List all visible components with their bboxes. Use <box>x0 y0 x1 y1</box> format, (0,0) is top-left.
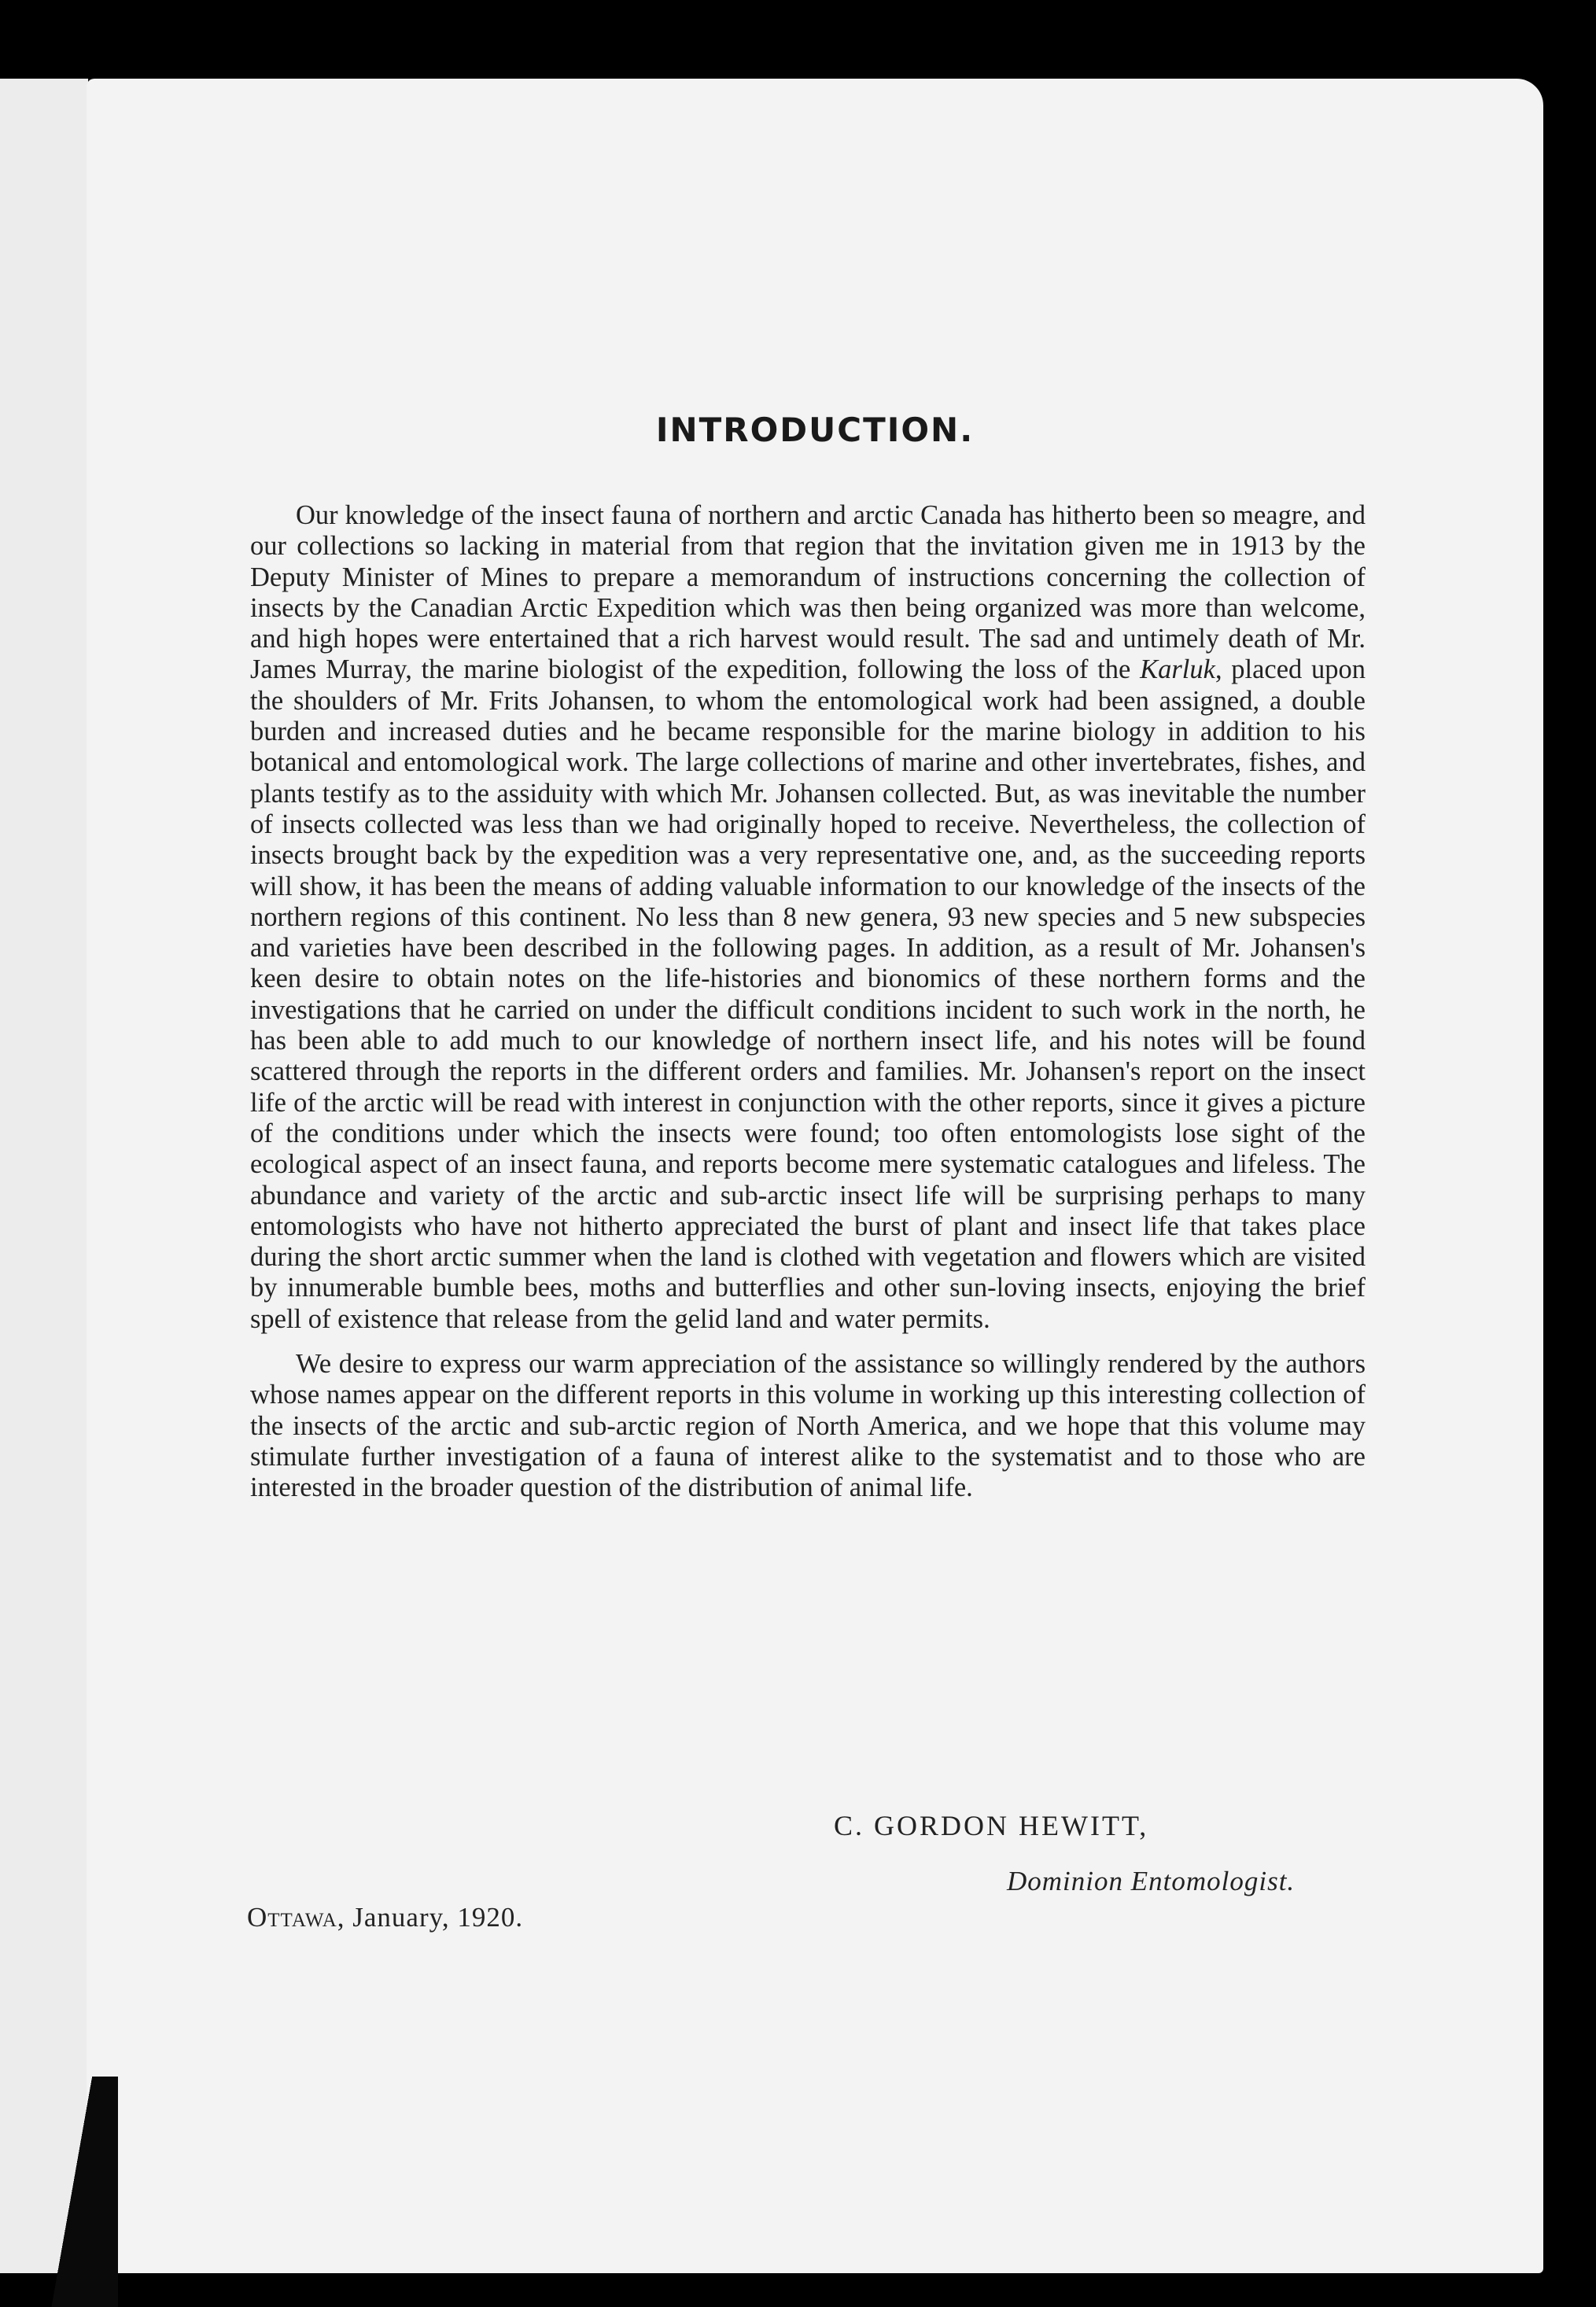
signature-title: Dominion Entomologist. <box>1007 1866 1296 1896</box>
paragraph-2: We desire to express our warm appreciation of the assistance so willingly rendered by the authors whose names appear on the different reports in this volume in working up this interesting collection of the insects of the arctic and sub-arctic region of North America, and we hope that this volume may stimulate further investigation of a fauna of interest alike to the systematist and to those who are interested in the broader question of the distribution of animal life. <box>250 1349 1366 1503</box>
body-text <box>250 500 1366 1504</box>
paragraph-1-text-before: Our knowledge of the insect fauna of northern and arctic Canada has hitherto been so meagre, and our collections so lacking in material from that region that the invitation given me in 1913 by the Deputy Minister of Mines to prepare a memorandum of instructions concerning the collection of insects by the Canadian Arctic Expedition which was then being organized was more than welcome, and high hopes were entertained that a rich harvest would result. The sad and untimely death of Mr. James Murray, the marine biologist of the expedition, following the loss of the <box>250 500 1366 685</box>
binding-shadow <box>47 2077 118 2307</box>
place-name: Ottawa <box>247 1902 337 1933</box>
date-text: , January, 1920. <box>337 1902 524 1933</box>
ship-name-italic: Karluk <box>1140 654 1215 685</box>
paragraph-1-text-after: , placed upon the shoulders of Mr. Frits Johansen, to whom the entomological work had been assigned, a double burden and increased duties and he became responsible for the marine biology in addition to his botanical and entomological work. The large collections of marine and other invertebrates, fishes, and plants testify as to the assiduity with which Mr. Johansen collected. But, as was inevitable the number of insects collected was less than we had originally hoped to receive. Nevertheless, the collection of insects brought back by the expedition was a very representative one, and, as the succeeding reports will show, it has been the means of adding valuable information to our knowledge of the insects of the northern regions of this continent. No less than 8 new genera, 93 new species and 5 new subspecies and varieties have been described in the following pages. In addition, as a result of Mr. Johansen's keen desire to obtain notes on the life-histories and bionomics of these northern forms and the investigations that he carried on under the difficult conditions incident to such work in the north, he has been able to add much to our knowledge of northern insect life, and his notes will be found scattered through the reports in the different orders and families. Mr. Johansen's report on the insect life of the arctic will be read with interest in conjunction with the other reports, since it gives a picture of the conditions under which the insects were found; too often entomologists lose sight of the ecological aspect of an insect fauna, and reports become mere systematic catalogues and lifeless. The abundance and variety of the arctic and sub-arctic insect life will be surprising perhaps to many entomologists who have not hitherto appreciated the burst of plant and insect life that takes place during the short arctic summer when the land is clothed with vegetation and flowers which are visited by innumerable bumble bees, moths and butterflies and other sun-loving insects, enjoying the brief spell of existence that release from the gelid land and water permits. <box>250 654 1366 1334</box>
signature-name: C. GORDON HEWITT, <box>834 1810 1149 1841</box>
facing-page-edge <box>0 79 93 2273</box>
page-title: INTRODUCTION. <box>655 411 975 449</box>
paragraph-1 <box>250 500 1366 1335</box>
place-date-line <box>247 1902 523 1933</box>
